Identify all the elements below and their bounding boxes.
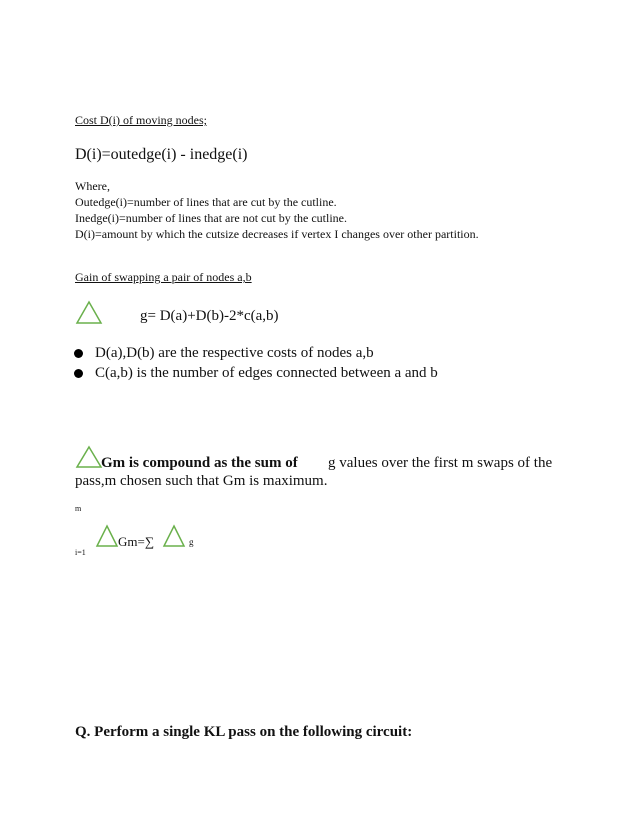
gm-bold-text: Gm is compound as the sum of	[101, 455, 298, 471]
sum-lower-limit: i=1	[75, 548, 86, 557]
sum-gm: Gm=∑	[118, 534, 155, 549]
bullet-list	[74, 343, 438, 383]
sum-g: g	[189, 537, 194, 547]
list-item	[74, 343, 438, 363]
gm-line-2: pass,m chosen such that Gm is maximum.	[75, 473, 328, 489]
delta-triangle-icon	[95, 524, 119, 548]
outedge-definition: Outedge(i)=number of lines that are cut by the cutline.	[75, 195, 337, 209]
delta-triangle-icon	[75, 300, 103, 325]
inedge-definition: Inedge(i)=number of lines that are not cut by the cutline.	[75, 211, 348, 225]
question-text: Q. Perform a single KL pass on the following circuit:	[75, 724, 413, 740]
gain-heading: Gain of swapping a pair of nodes a,b	[75, 270, 252, 284]
bullet-text: C(a,b) is the number of edges connected between a and b	[95, 364, 438, 381]
list-item	[74, 363, 438, 383]
cost-heading: Cost D(i) of moving nodes;	[75, 113, 207, 127]
gain-formula: g= D(a)+D(b)-2*c(a,b)	[140, 308, 279, 324]
gm-rest-text: g values over the first m swaps of the	[328, 455, 553, 471]
cost-formula: D(i)=outedge(i) - inedge(i)	[75, 146, 248, 163]
bullet-icon	[74, 349, 83, 358]
bullet-icon	[74, 369, 83, 378]
where-label: Where,	[75, 179, 110, 193]
delta-triangle-icon	[162, 524, 186, 548]
di-definition: D(i)=amount by which the cutsize decreases if vertex I changes over other partition.	[75, 227, 479, 241]
sum-upper-limit: m	[75, 504, 82, 513]
delta-triangle-icon	[75, 445, 103, 469]
bullet-text: D(a),D(b) are the respective costs of nodes a,b	[95, 344, 374, 361]
